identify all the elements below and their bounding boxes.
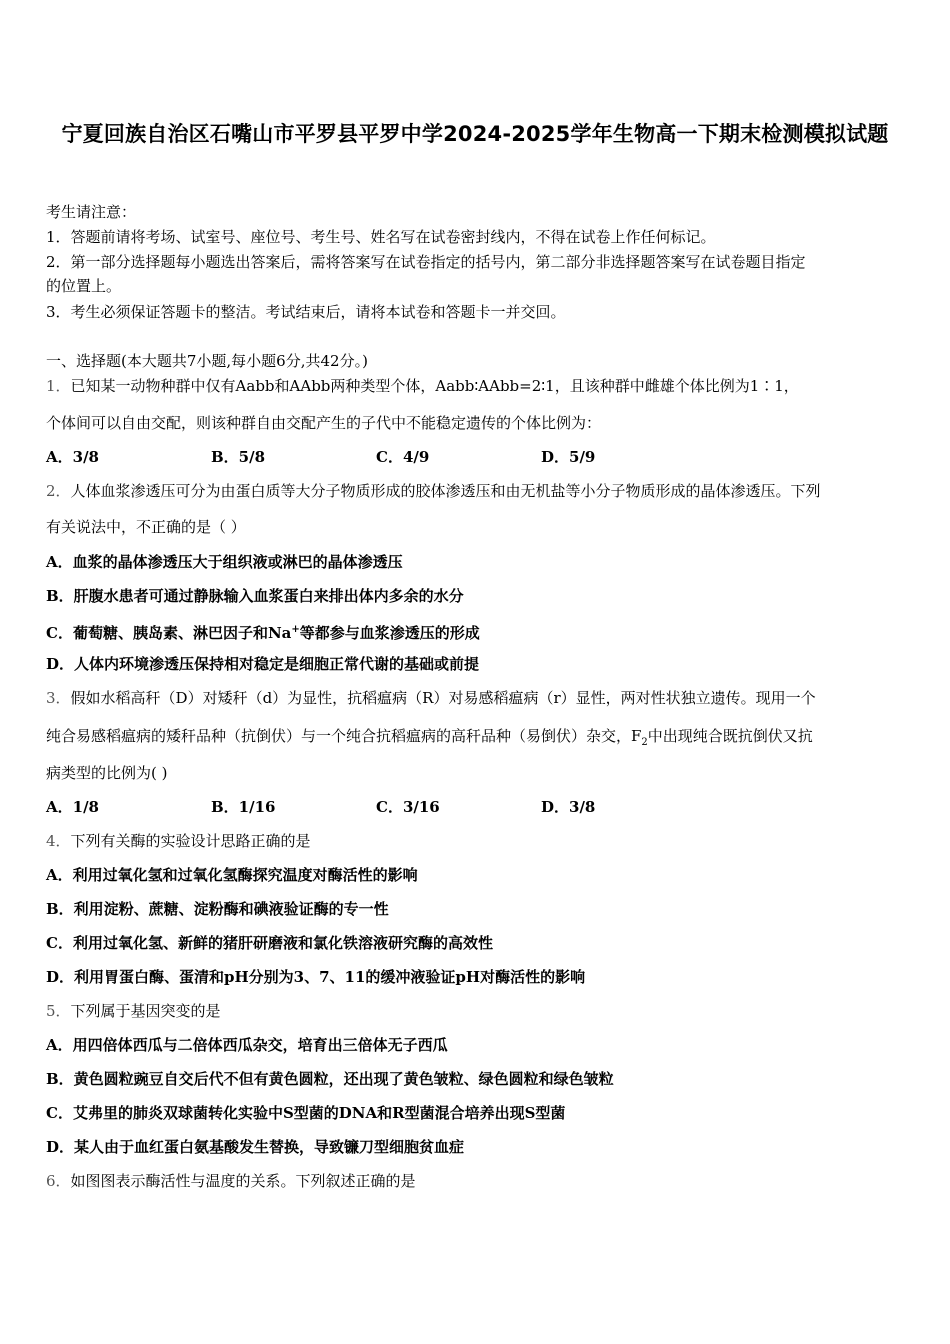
question-number: 5．	[46, 1002, 71, 1020]
question-3-line: 病类型的比例为( )	[46, 764, 168, 782]
question-3-line	[46, 688, 816, 708]
question-number: 1．	[46, 377, 71, 395]
option-b[interactable]: B．5/8	[211, 448, 266, 466]
subscript: 2	[641, 737, 648, 748]
option-a[interactable]: A．1/8	[46, 798, 99, 816]
question-2-line	[46, 481, 821, 501]
superscript: +	[291, 624, 300, 635]
question-5-line	[46, 1001, 221, 1021]
question-text: 人体血浆渗透压可分为由蛋白质等大分子物质形成的胶体渗透压和由无机盐等小分子物质形成的晶体渗透压。下列	[70, 482, 821, 500]
question-text: 已知某一动物种群中仅有Aabb和AAbb两种类型个体，Aabb∶AAbb=2∶1，且该种群中雌雄个体比例为1∶1，	[70, 377, 799, 395]
section-heading: 一、选择题(本大题共7小题,每小题6分,共42分。)	[46, 352, 368, 370]
option-c[interactable]: C．利用过氧化氢、新鲜的猪肝研磨液和氯化铁溶液研究酶的高效性	[46, 934, 493, 952]
option-b[interactable]: B．1/16	[211, 798, 276, 816]
notice-item: 的位置上。	[46, 277, 122, 295]
notice-item: 3．考生必须保证答题卡的整洁。考试结束后，请将本试卷和答题卡一并交回。	[46, 303, 566, 321]
option-c[interactable]: C．3/16	[376, 798, 440, 816]
question-text: 假如水稻高秆（D）对矮秆（d）为显性，抗稻瘟病（R）对易感稻瘟病（r）显性，两对性状独立遗传。现用一个	[70, 689, 816, 707]
question-text: 下列属于基因突变的是	[70, 1002, 221, 1020]
option-text: 等都参与血浆渗透压的形成	[299, 624, 480, 642]
question-number: 2．	[46, 482, 71, 500]
option-c[interactable]	[46, 620, 480, 643]
question-3-line	[46, 726, 813, 753]
question-text: 下列有关酶的实验设计思路正确的是	[70, 832, 311, 850]
question-1-line	[46, 376, 799, 396]
question-4-line	[46, 831, 311, 851]
option-d[interactable]: D．利用胃蛋白酶、蛋清和pH分别为3、7、11的缓冲液验证pH对酶活性的影响	[46, 968, 586, 986]
option-d[interactable]: D．5/9	[541, 448, 596, 466]
option-d[interactable]: D．某人由于血红蛋白氨基酸发生替换，导致镰刀型细胞贫血症	[46, 1138, 465, 1156]
question-number: 4．	[46, 832, 71, 850]
question-text: 如图图表示酶活性与温度的关系。下列叙述正确的是	[70, 1172, 416, 1190]
option-a[interactable]: A．用四倍体西瓜与二倍体西瓜杂交，培育出三倍体无子西瓜	[46, 1036, 448, 1054]
question-number: 6．	[46, 1172, 71, 1190]
notice-item: 1．答题前请将考场、试室号、座位号、考生号、姓名写在试卷密封线内，不得在试卷上作任何标记。	[46, 228, 716, 246]
question-1-line: 个体间可以自由交配，则该种群自由交配产生的子代中不能稳定遗传的个体比例为：	[46, 414, 602, 432]
option-d[interactable]: D．3/8	[541, 798, 596, 816]
question-2-line: 有关说法中，不正确的是（ ）	[46, 518, 246, 536]
page-title: 宁夏回族自治区石嘴山市平罗县平罗中学2024-2025学年生物高一下期末检测模拟试题	[61, 122, 889, 146]
question-6-line	[46, 1171, 416, 1191]
option-text: C．葡萄糖、胰岛素、淋巴因子和Na	[46, 624, 292, 642]
question-text: 中出现纯合既抗倒伏又抗	[647, 727, 813, 745]
option-b[interactable]: B．黄色圆粒豌豆自交后代不但有黄色圆粒，还出现了黄色皱粒、绿色圆粒和绿色皱粒	[46, 1070, 614, 1088]
question-number: 3．	[46, 689, 71, 707]
option-a[interactable]: A．血浆的晶体渗透压大于组织液或淋巴的晶体渗透压	[46, 553, 403, 571]
option-a[interactable]: A．3/8	[46, 448, 99, 466]
option-c[interactable]: C．艾弗里的肺炎双球菌转化实验中S型菌的DNA和R型菌混合培养出现S型菌	[46, 1104, 566, 1122]
notice-item: 2．第一部分选择题每小题选出答案后，需将答案写在试卷指定的括号内，第二部分非选择题答案写在试卷题目指定	[46, 253, 806, 271]
option-c[interactable]: C．4/9	[376, 448, 430, 466]
option-b[interactable]: B．利用淀粉、蔗糖、淀粉酶和碘液验证酶的专一性	[46, 900, 389, 918]
notice-heading: 考生请注意：	[46, 203, 137, 221]
option-a[interactable]: A．利用过氧化氢和过氧化氢酶探究温度对酶活性的影响	[46, 866, 418, 884]
question-text: 纯合易感稻瘟病的矮秆品种（抗倒伏）与一个纯合抗稻瘟病的高秆品种（易倒伏）杂交，F	[46, 727, 642, 745]
option-d[interactable]: D．人体内环境渗透压保持相对稳定是细胞正常代谢的基础或前提	[46, 655, 480, 673]
option-b[interactable]: B．肝腹水患者可通过静脉输入血浆蛋白来排出体内多余的水分	[46, 587, 464, 605]
